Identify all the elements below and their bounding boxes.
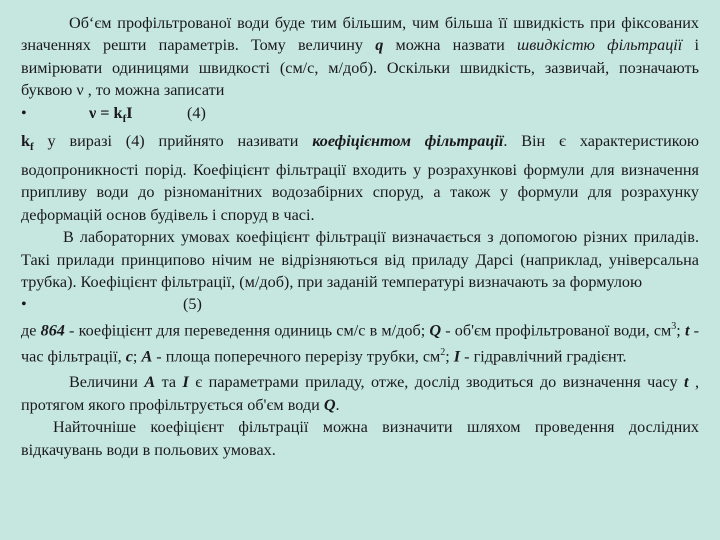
text-span: . Він є характеристикою водопроникності порід. Коефіцієнт фільтрації входить у розрахункові формули для визначення припливу води до різноманітних водозабірних споруд, а також у формули для розрахунку деформацій основ будівель і споруд в часі. <box>21 132 700 224</box>
text-span: Величини <box>69 373 145 392</box>
paragraph-parameters <box>21 371 699 416</box>
text-span: у виразі (4) прийнято називати <box>33 132 313 151</box>
paragraph-field-tests: Найточніше коефіцієнт фільтрації можна визначити шляхом проведення дослідних відкачувань води в польових умовах. <box>21 418 699 459</box>
formula-4-line <box>21 102 699 131</box>
text-span: . <box>335 395 340 414</box>
paragraph-filtration-coefficient <box>21 130 699 226</box>
text-span: де <box>21 321 41 340</box>
text-span: ; <box>445 346 454 365</box>
symbol-t: t <box>684 373 689 392</box>
text-span: ; <box>676 321 685 340</box>
formula-5-line <box>21 293 699 315</box>
text-span: можна назвати <box>383 36 518 55</box>
symbol-Q: Q <box>429 321 442 340</box>
term-filtration-coefficient: коефіцієнтом фільтрації <box>312 132 504 151</box>
text-span: - гідравлічний градієнт. <box>460 346 627 365</box>
symbol-I: I <box>182 373 189 392</box>
text-span: - об'єм профільтрованої води, см <box>441 321 672 340</box>
text-span: - час фільтрації, <box>21 321 700 365</box>
symbol-t: t <box>684 321 690 340</box>
text-span: , протягом якого профільтрується об'єм води <box>21 373 699 414</box>
term-filtration-velocity: швидкістю фільтрації <box>517 36 683 55</box>
formula-5-number: (5) <box>183 295 202 314</box>
formula-4-number: (4) <box>187 103 206 122</box>
text-span: ; <box>132 346 142 365</box>
text-span: та <box>155 373 183 392</box>
text-span: - коефіцієнт для переведення одиниць см/с в м/доб; <box>64 321 430 340</box>
text-span: - площа поперечного перерізу трубки, см <box>152 346 441 365</box>
bullet: • <box>21 295 27 314</box>
symbol-A: A <box>141 346 153 365</box>
symbol-q: q <box>375 36 384 55</box>
number-864: 864 <box>40 321 65 340</box>
symbol-A: A <box>144 373 156 392</box>
symbol-Q: Q <box>323 395 336 414</box>
superscript: 2 <box>440 346 446 358</box>
paragraph-legend <box>21 316 699 368</box>
text-span: є параметрами приладу, отже, дослід зводиться до визначення часу <box>188 373 684 392</box>
symbol-I: I <box>453 346 461 365</box>
symbol-c: с <box>125 346 133 365</box>
paragraph-velocity <box>21 12 699 102</box>
text-span: і вимірювати одиницями швидкості (см/с, м/доб). Оскільки швидкість, зазвичай, позначають буквою ν , то можна записати <box>21 36 700 100</box>
bullet: • <box>21 103 27 122</box>
formula-4-expression: $\nu = k_fI$ <box>89 103 133 125</box>
text-span: Об‘єм профільтрованої води буде тим більшим, чим більша її швидкість при фіксованих значеннях решти параметрів. Тому величину <box>21 14 699 55</box>
symbol-kf: $k_f$ <box>21 132 34 154</box>
superscript: 3 <box>671 320 677 332</box>
paragraph-laboratory: В лабораторних умовах коефіцієнт фільтрації визначається з допомогою різних приладів. Такі прилади принципово нічим не відрізняються від приладу Дарсі (наприклад, універсальна трубка). Коефіцієнт фільтрації, (м/доб), при заданій температурі визначають за формулою <box>21 228 699 291</box>
